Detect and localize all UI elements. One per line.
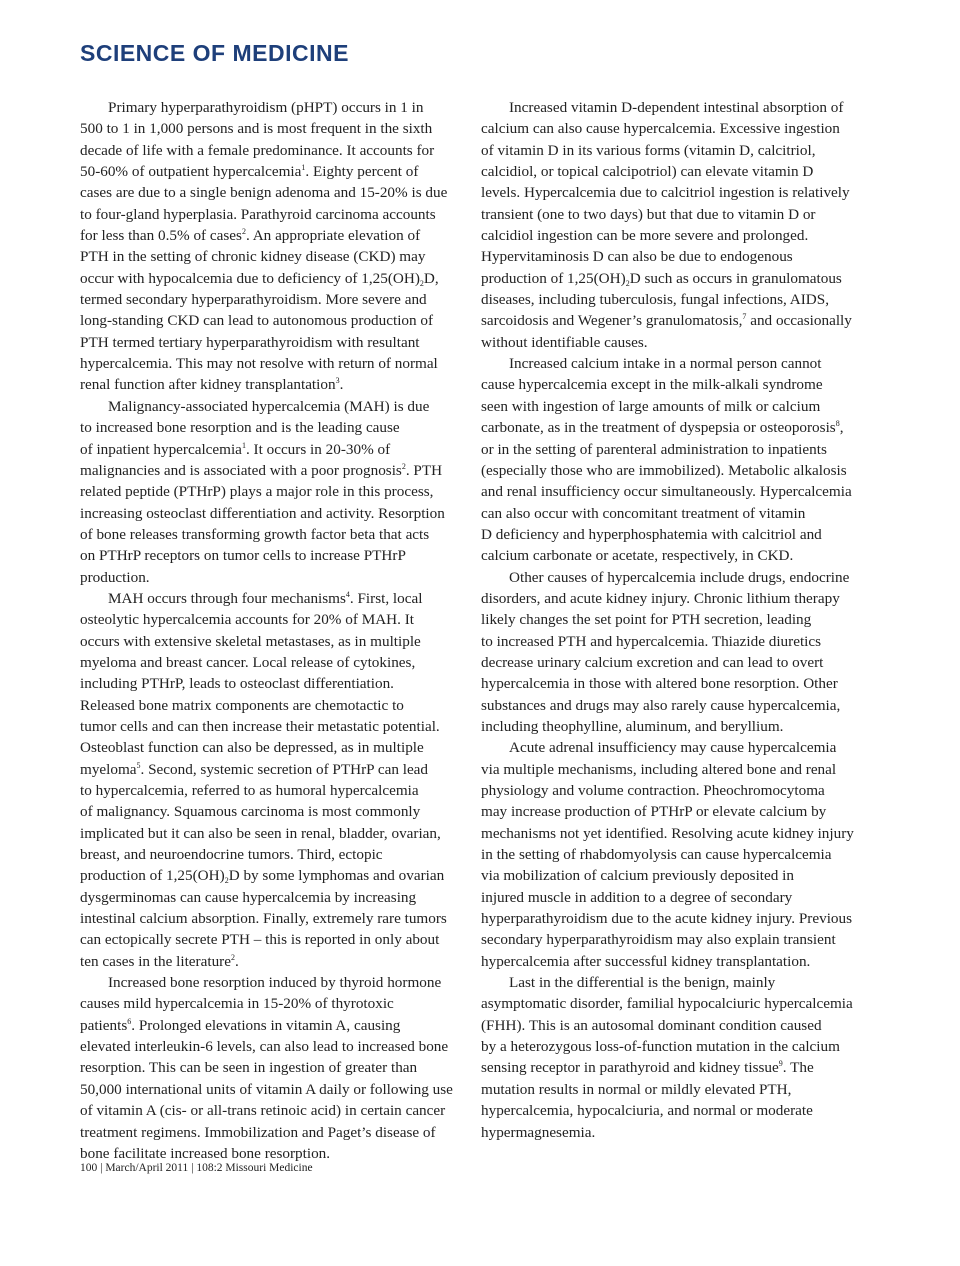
text-line: resorption. This can be seen in ingestion of greater than (80, 1059, 418, 1077)
text-line: hypercalcemia after successful kidney transplantation. (481, 952, 811, 970)
text-line: increasing osteoclast differentiation and activity. Resorption (80, 504, 445, 522)
text-line: without identifiable causes. (481, 333, 648, 351)
text-line: to increased bone resorption and is the leading cause (80, 419, 400, 437)
text-line: in the setting of rhabdomyolysis can cause hypercalcemia (481, 846, 832, 864)
text-line: via mobilization of calcium previously deposited in (481, 867, 794, 885)
text-line: breast, and neuroendocrine tumors. Third, ectopic (80, 846, 383, 864)
text-line: Released bone matrix components are chemotactic to (80, 696, 404, 714)
text-line: mutation results in normal or mildly elevated PTH, (481, 1080, 792, 1098)
text-line: MAH occurs through four mechanisms$^4$. First, local (108, 589, 423, 607)
text-line: can ectopically secrete PTH – this is reported in only about (80, 931, 440, 949)
text-line: Osteoblast function can also be depressed, as in multiple (80, 739, 424, 757)
text-line: secondary hyperparathyroidism may also explain transient (481, 931, 836, 949)
text-line: by a heterozygous loss-of-function mutation in the calcium (481, 1038, 840, 1056)
text-line: (especially those who are immobilized). Metabolic alkalosis (481, 461, 847, 479)
text-line: calcium can also cause hypercalcemia. Excessive ingestion (481, 120, 840, 138)
text-line: levels. Hypercalcemia due to calcitriol ingestion is relatively (481, 184, 850, 202)
text-line: substances and drugs may also rarely cause hypercalcemia, (481, 696, 841, 714)
text-line: sensing receptor in parathyroid and kidney tissue$^9$. The (481, 1059, 814, 1077)
text-line: calcidiol ingestion can be more severe and prolonged. (481, 227, 809, 245)
text-line: seen with ingestion of large amounts of milk or calcium (481, 397, 821, 415)
text-line: myeloma and breast cancer. Local release of cytokines, (80, 653, 416, 671)
text-line: sarcoidosis and Wegener’s granulomatosis,$^7$ and occasionally (481, 312, 852, 330)
right-column (481, 97, 863, 1143)
text-line: to four-gland hyperplasia. Parathyroid carcinoma accounts (80, 205, 436, 223)
text-line: renal function after kidney transplantation$^3$. (80, 376, 344, 394)
text-line: of inpatient hypercalcemia$^1$. It occurs in 20-30% of (80, 440, 391, 458)
text-line: of bone releases transforming growth factor beta that acts (80, 525, 430, 543)
issue-date: March/April 2011 (105, 1162, 189, 1174)
footer-separator: | (191, 1162, 197, 1174)
page-number: 100 (80, 1162, 98, 1174)
text-line: termed secondary hyperparathyroidism. More severe and (80, 291, 427, 309)
text-line: of vitamin A (cis- or all-trans retinoic acid) in certain cancer (80, 1102, 446, 1120)
text-line: causes mild hypercalcemia in 15-20% of thyrotoxic (80, 995, 394, 1013)
text-line: Increased vitamin D-dependent intestinal absorption of (509, 99, 844, 116)
text-line: hypercalcemia in those with altered bone resorption. Other (481, 675, 838, 693)
journal-volume: 108:2 Missouri Medicine (196, 1162, 313, 1174)
text-line: Primary hyperparathyroidism (pHPT) occurs in 1 in (108, 99, 424, 116)
footer-separator: | (100, 1162, 106, 1174)
left-column (80, 97, 464, 1164)
text-line: mechanisms not yet identified. Resolving acute kidney injury (481, 824, 854, 842)
text-line: or in the setting of parenteral administration to inpatients (481, 440, 827, 458)
text-line: injured muscle in addition to a degree of secondary (481, 888, 793, 906)
text-line: production of $1,25(OH)_2D$ such as occurs in granulomatous (481, 269, 842, 288)
text-line: (FHH). This is an autosomal dominant condition caused (481, 1016, 822, 1034)
text-line: ten cases in the literature$^2$. (80, 952, 239, 970)
text-line: including theophylline, aluminum, and beryllium. (481, 717, 784, 735)
text-line: transient (one to two days) but that due to vitamin D or (481, 205, 816, 223)
text-line: of vitamin D in its various forms (vitamin D, calcitriol, (481, 141, 816, 159)
text-line: Last in the differential is the benign, mainly (509, 974, 776, 992)
text-line: D deficiency and hyperphosphatemia with calcitriol and (481, 525, 822, 543)
text-line: diseases, including tuberculosis, fungal infections, AIDS, (481, 291, 829, 309)
text-line: Other causes of hypercalcemia include drugs, endocrine (509, 568, 850, 586)
text-line: likely changes the set point for PTH secretion, leading (481, 611, 812, 629)
text-line: production of $1,25(OH)_2D$ by some lymphomas and ovarian (80, 867, 445, 886)
text-line: calcium carbonate or acetate, respectively, in CKD. (481, 547, 794, 565)
text-line: Acute adrenal insufficiency may cause hypercalcemia (509, 739, 837, 757)
text-line: can also occur with concomitant treatment of vitamin (481, 504, 806, 522)
text-line: osteolytic hypercalcemia accounts for 20% of MAH. It (80, 611, 415, 629)
text-line: and renal insufficiency occur simultaneously. Hypercalcemia (481, 483, 852, 501)
text-line: dysgerminomas can cause hypercalcemia by increasing (80, 888, 417, 906)
text-line: PTH termed tertiary hyperparathyroidism with resultant (80, 333, 420, 351)
text-line: 500 to 1 in 1,000 persons and is most frequent in the sixth (80, 120, 433, 138)
text-line: bone facilitate increased bone resorption. (80, 1144, 331, 1162)
text-line: calcidiol, or topical calcipotriol) can elevate vitamin D (481, 163, 814, 181)
text-line: carbonate, as in the treatment of dyspepsia or osteoporosis$^8$, (481, 419, 844, 437)
text-line: Increased bone resorption induced by thyroid hormone (108, 974, 442, 992)
text-line: treatment regimens. Immobilization and Paget’s disease of (80, 1123, 436, 1141)
text-line: implicated but it can also be seen in renal, bladder, ovarian, (80, 824, 441, 842)
text-line: cases are due to a single benign adenoma and 15-20% is due (80, 184, 448, 202)
text-line: hypercalcemia, hypocalciuria, and normal or moderate (481, 1102, 813, 1120)
text-line: elevated interleukin-6 levels, can also lead to increased bone (80, 1038, 449, 1056)
text-line: hypermagnesemia. (481, 1123, 596, 1141)
text-line: intestinal calcium absorption. Finally, extremely rare tumors (80, 910, 447, 928)
text-line: hyperparathyroidism due to the acute kidney injury. Previous (481, 910, 853, 928)
text-line: production. (80, 568, 150, 586)
text-line: for less than 0.5% of cases$^2$. An appropriate elevation of (80, 227, 421, 245)
text-line: to hypercalcemia, referred to as humoral hypercalcemia (80, 782, 419, 799)
text-line: occur with hypocalcemia due to deficiency of $1,25(OH)_2D$, (80, 269, 439, 288)
text-line: myeloma$^5$. Second, systemic secretion of PTHrP can lead (80, 760, 429, 778)
text-line: may increase production of PTHrP or elevate calcium by (481, 803, 827, 821)
text-line: 50,000 international units of vitamin A daily or following use (80, 1080, 453, 1098)
text-line: 50-60% of outpatient hypercalcemia$^1$. Eighty percent of (80, 163, 419, 181)
text-line: asymptomatic disorder, familial hypocalciuric hypercalcemia (481, 995, 853, 1013)
text-line: on PTHrP receptors on tumor cells to increase PTHrP (80, 547, 406, 565)
text-line: Malignancy-associated hypercalcemia (MAH) is due (108, 397, 430, 415)
section-title: SCIENCE OF MEDICINE (80, 40, 349, 66)
text-line: related peptide (PTHrP) plays a major role in this process, (80, 483, 434, 501)
text-line: decade of life with a female predominance. It accounts for (80, 141, 435, 159)
text-line: to increased PTH and hypercalcemia. Thiazide diuretics (481, 632, 822, 650)
text-line: hypercalcemia. This may not resolve with return of normal (80, 355, 438, 373)
text-line: tumor cells and can then increase their metastatic potential. (80, 717, 440, 735)
text-line: patients$^6$. Prolonged elevations in vitamin A, causing (80, 1016, 401, 1034)
text-line: occurs with extensive skeletal metastases, as in multiple (80, 632, 421, 650)
text-line: Hypervitaminosis D can also be due to endogenous (481, 248, 793, 266)
text-line: PTH in the setting of chronic kidney disease (CKD) may (80, 248, 426, 266)
text-line: of malignancy. Squamous carcinoma is most commonly (80, 803, 421, 821)
text-line: disorders, and acute kidney injury. Chronic lithium therapy (481, 589, 840, 607)
text-line: Increased calcium intake in a normal person cannot (509, 355, 822, 373)
text-line: decrease urinary calcium excretion and can lead to overt (481, 653, 824, 671)
text-line: physiology and volume contraction. Pheochromocytoma (481, 782, 825, 799)
text-line: via multiple mechanisms, including altered bone and renal (481, 760, 837, 778)
text-line: including PTHrP, leads to osteoclast differentiation. (80, 675, 394, 693)
text-line: cause hypercalcemia except in the milk-alkali syndrome (481, 376, 823, 394)
page-footer (80, 1162, 313, 1174)
text-line: long-standing CKD can lead to autonomous production of (80, 312, 434, 330)
text-line: malignancies and is associated with a poor prognosis$^2$. PTH (80, 461, 443, 479)
